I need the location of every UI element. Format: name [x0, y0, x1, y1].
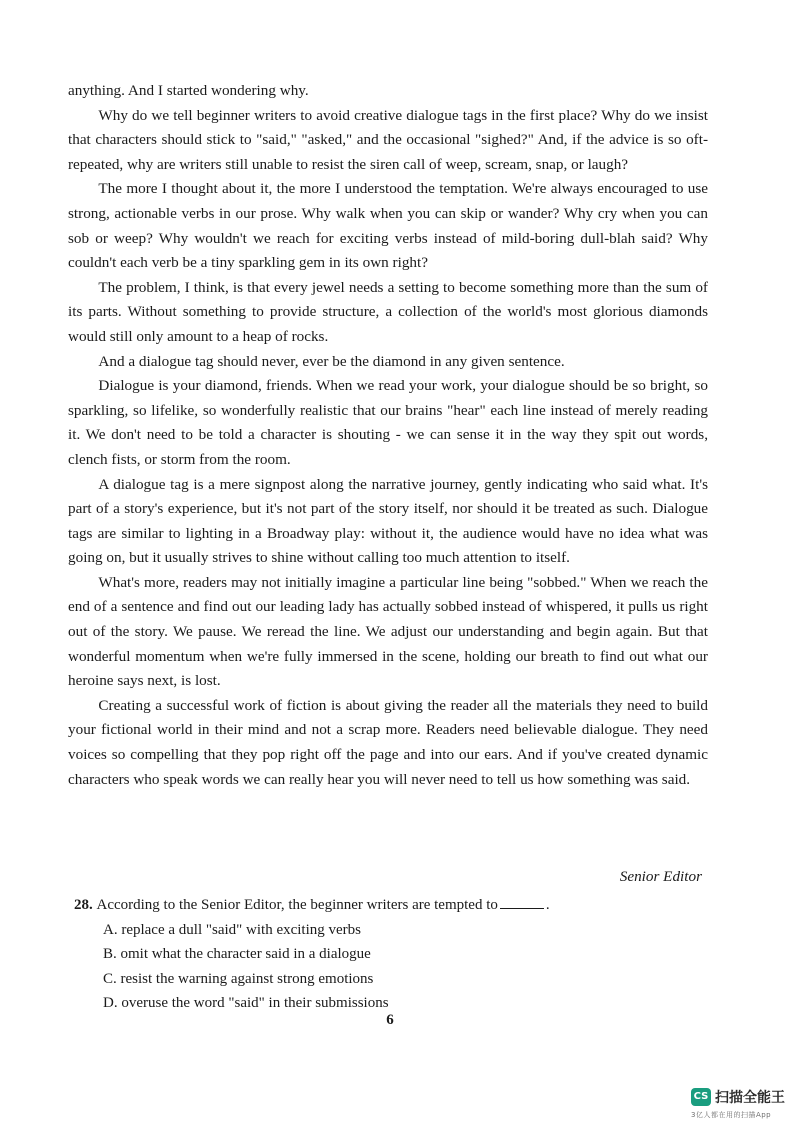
paragraph-1: anything. And I started wondering why.: [68, 82, 309, 99]
question-stem: [74, 893, 714, 918]
paragraph-6: Dialogue is your diamond, friends. When we read your work, your dialogue should be so bright, so sparkling, so lifelike, so wonderfully realistic that our brains "hear" each line instead of merely reading it. We don't need to be told a character is shouting - we can sense it in the way they spit out words, clench fists, or storm from the room.: [68, 377, 708, 468]
answer-options: [74, 918, 714, 1016]
paragraph-2: Why do we tell beginner writers to avoid creative dialogue tags in the first place? Why do we insist that characters should stick to "said," "asked," and the occasional "sighed?" And, if the advice is so oft-repeated, why are writers still unable to resist the siren call of weep, scream, snap, or laugh?: [68, 106, 708, 173]
watermark-tagline: 3亿人都在用的扫描App: [691, 1111, 772, 1119]
question-number: 28.: [74, 897, 93, 913]
paragraph-7: A dialogue tag is a mere signpost along the narrative journey, gently indicating who said what. It's part of a story's experience, but it's not part of the story itself, nor should it be treated as such. Dialogue tags are similar to lighting in a Broadway play: without it, the audience would have no idea what was going on, but it usually strives to shine without calling too much attention to itself.: [68, 475, 708, 567]
paragraph-8: What's more, readers may not initially imagine a particular line being "sobbed." When we reach the end of a sentence and find out our leading lady has actually sobbed instead of whispered, it pulls us right out of the story. We pause. We reread the line. We adjust our understanding and begin again. But that wonderful momentum when we're fully immersed in the scene, holding our breath to find out what our heroine says next, is lost.: [68, 573, 708, 690]
option-a: A. replace a dull "said" with exciting verbs: [103, 921, 362, 938]
question-text: According to the Senior Editor, the beginner writers are tempted to: [96, 897, 498, 913]
paragraph-5: And a dialogue tag should never, ever be the diamond in any given sentence.: [98, 352, 565, 370]
answer-blank: [500, 896, 544, 909]
question-28: [74, 893, 714, 1016]
paragraph-9: Creating a successful work of fiction is about giving the reader all the materials they need to build your fictional world in their mind and not a scrap more. Readers need believable dialogue. They need voices so compelling that they pop right off the page and into our ears. And if you've created dynamic characters who speak words we can really hear you will never need to tell us how something was said.: [68, 696, 708, 788]
paragraph-3: The more I thought about it, the more I understood the temptation. We're always encouraged to use strong, actionable verbs in our prose. Why walk when you can skip or wander? Why cry when you can sob or weep? Why wouldn't we reach for exciting verbs instead of mild-boring dull-blah said? Why couldn't each verb be a tiny sparkling gem in its own right?: [68, 180, 708, 272]
watermark-app-name: 扫描全能王: [715, 1090, 785, 1106]
paragraph-4: The problem, I think, is that every jewel needs a setting to become something more than the sum of its parts. Without something to provide structure, a collection of the world's most glorious diamonds would still only amount to a heap of rocks.: [68, 278, 708, 345]
scanner-watermark: [687, 1086, 797, 1126]
option-d: D. overuse the word "said" in their submissions: [103, 995, 389, 1011]
article-body: [68, 79, 708, 792]
option-b: B. omit what the character said in a dialogue: [103, 946, 371, 962]
option-c: C. resist the warning against strong emotions: [103, 970, 374, 987]
page-number: 6: [386, 1012, 394, 1028]
author-signature: Senior Editor: [619, 868, 702, 885]
camscanner-logo-icon: CS: [691, 1088, 711, 1106]
question-end: .: [545, 897, 550, 913]
